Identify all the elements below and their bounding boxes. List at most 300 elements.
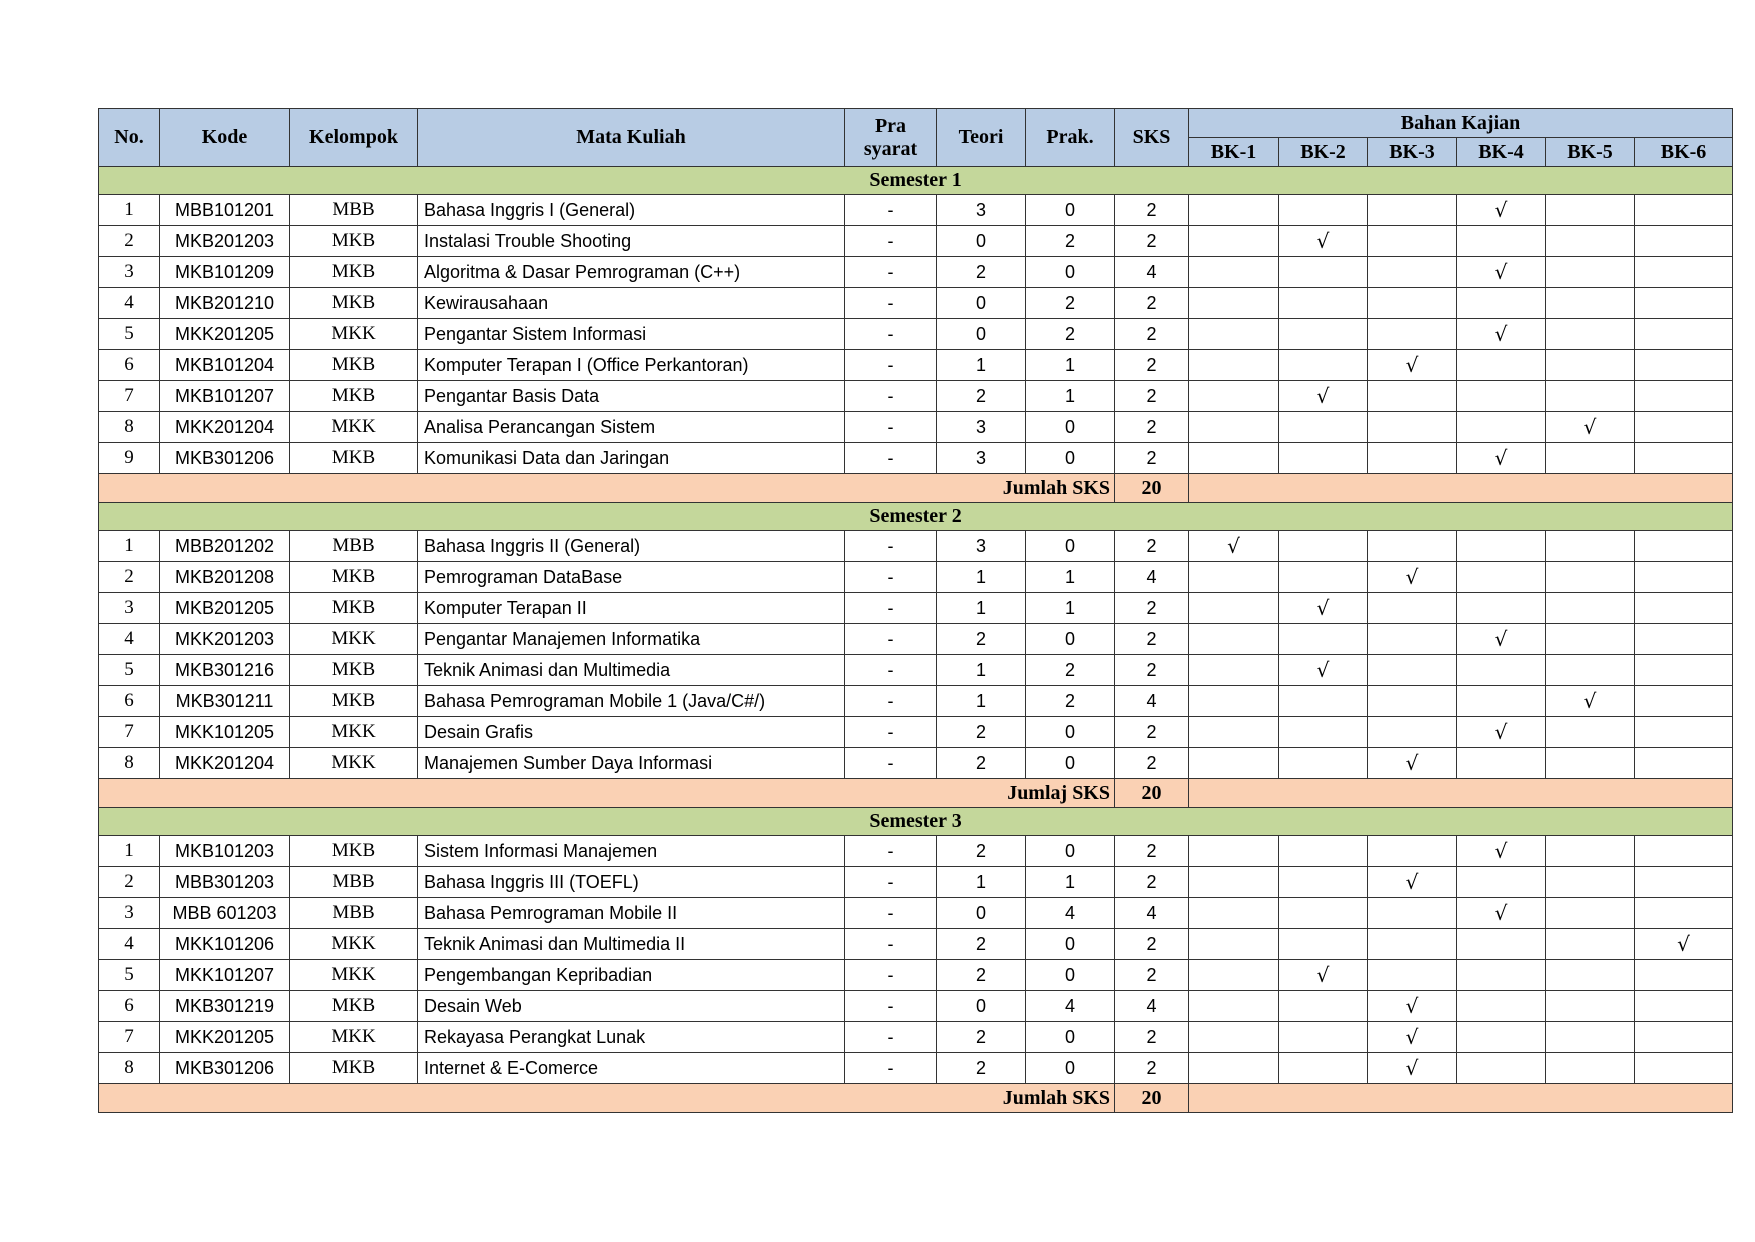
cell-mata-kuliah: Bahasa Pemrograman Mobile II bbox=[418, 898, 845, 929]
cell-sks: 2 bbox=[1115, 867, 1189, 898]
cell-bk-4 bbox=[1457, 1053, 1546, 1084]
cell-no: 4 bbox=[99, 624, 160, 655]
check-mark-icon: √ bbox=[1405, 565, 1419, 589]
table-row bbox=[99, 531, 1733, 562]
cell-bk-2 bbox=[1279, 381, 1368, 412]
cell-bk-6 bbox=[1635, 257, 1733, 288]
check-mark-icon: √ bbox=[1405, 1025, 1419, 1049]
cell-mata-kuliah: Komunikasi Data dan Jaringan bbox=[418, 443, 845, 474]
check-mark-icon: √ bbox=[1583, 415, 1597, 439]
cell-no: 6 bbox=[99, 350, 160, 381]
cell-kode: MKB301211 bbox=[160, 686, 290, 717]
cell-kelompok: MKB bbox=[290, 1053, 418, 1084]
cell-bk-5 bbox=[1546, 1053, 1635, 1084]
cell-bk-6 bbox=[1635, 195, 1733, 226]
cell-bk-3 bbox=[1368, 1022, 1457, 1053]
cell-bk-1 bbox=[1189, 562, 1279, 593]
cell-prak: 4 bbox=[1026, 898, 1115, 929]
cell-teori: 0 bbox=[937, 319, 1026, 350]
table-row bbox=[99, 655, 1733, 686]
cell-teori: 1 bbox=[937, 686, 1026, 717]
curriculum-table bbox=[98, 108, 1733, 1113]
cell-bk-5 bbox=[1546, 288, 1635, 319]
cell-prak: 0 bbox=[1026, 960, 1115, 991]
cell-teori: 1 bbox=[937, 867, 1026, 898]
cell-kode: MKB301219 bbox=[160, 991, 290, 1022]
col-header-sks: SKS bbox=[1115, 109, 1189, 167]
cell-bk-6 bbox=[1635, 867, 1733, 898]
cell-no: 4 bbox=[99, 929, 160, 960]
cell-no: 7 bbox=[99, 717, 160, 748]
cell-teori: 2 bbox=[937, 748, 1026, 779]
cell-bk-4 bbox=[1457, 929, 1546, 960]
cell-kelompok: MBB bbox=[290, 867, 418, 898]
cell-bk-5 bbox=[1546, 717, 1635, 748]
cell-teori: 3 bbox=[937, 412, 1026, 443]
cell-bk-5 bbox=[1546, 562, 1635, 593]
cell-kode: MBB 601203 bbox=[160, 898, 290, 929]
cell-teori: 2 bbox=[937, 257, 1026, 288]
cell-sks: 2 bbox=[1115, 443, 1189, 474]
cell-bk-6 bbox=[1635, 960, 1733, 991]
cell-no: 2 bbox=[99, 562, 160, 593]
cell-kelompok: MKB bbox=[290, 257, 418, 288]
cell-prak: 2 bbox=[1026, 288, 1115, 319]
check-mark-icon: √ bbox=[1494, 260, 1508, 284]
cell-bk-5 bbox=[1546, 226, 1635, 257]
table-row bbox=[99, 898, 1733, 929]
cell-no: 3 bbox=[99, 898, 160, 929]
cell-bk-4 bbox=[1457, 655, 1546, 686]
table-row bbox=[99, 381, 1733, 412]
table-row bbox=[99, 1053, 1733, 1084]
cell-prak: 1 bbox=[1026, 381, 1115, 412]
cell-sks: 2 bbox=[1115, 1022, 1189, 1053]
cell-sks: 2 bbox=[1115, 412, 1189, 443]
col-header-bk-1: BK-1 bbox=[1189, 138, 1279, 167]
cell-kelompok: MKB bbox=[290, 226, 418, 257]
cell-bk-4 bbox=[1457, 443, 1546, 474]
cell-kelompok: MKK bbox=[290, 624, 418, 655]
semester-total-row bbox=[99, 1084, 1733, 1113]
cell-kelompok: MBB bbox=[290, 195, 418, 226]
cell-no: 3 bbox=[99, 257, 160, 288]
total-label: Jumlah SKS bbox=[99, 474, 1115, 503]
cell-prasyarat: - bbox=[845, 443, 937, 474]
cell-kelompok: MKK bbox=[290, 717, 418, 748]
cell-prasyarat: - bbox=[845, 381, 937, 412]
semester-title: Semester 1 bbox=[99, 167, 1733, 195]
cell-kelompok: MKB bbox=[290, 288, 418, 319]
cell-bk-2 bbox=[1279, 288, 1368, 319]
cell-bk-2 bbox=[1279, 898, 1368, 929]
check-mark-icon: √ bbox=[1316, 596, 1330, 620]
cell-sks: 2 bbox=[1115, 319, 1189, 350]
cell-prasyarat: - bbox=[845, 748, 937, 779]
cell-bk-3 bbox=[1368, 867, 1457, 898]
semester-header-row bbox=[99, 167, 1733, 195]
cell-mata-kuliah: Desain Grafis bbox=[418, 717, 845, 748]
cell-bk-4 bbox=[1457, 867, 1546, 898]
cell-bk-6 bbox=[1635, 319, 1733, 350]
table-row bbox=[99, 867, 1733, 898]
cell-mata-kuliah: Bahasa Inggris II (General) bbox=[418, 531, 845, 562]
cell-mata-kuliah: Kewirausahaan bbox=[418, 288, 845, 319]
total-empty bbox=[1189, 474, 1733, 503]
cell-bk-2 bbox=[1279, 655, 1368, 686]
check-mark-icon: √ bbox=[1494, 720, 1508, 744]
cell-teori: 3 bbox=[937, 195, 1026, 226]
cell-mata-kuliah: Bahasa Inggris I (General) bbox=[418, 195, 845, 226]
cell-sks: 2 bbox=[1115, 226, 1189, 257]
cell-bk-1 bbox=[1189, 898, 1279, 929]
cell-teori: 0 bbox=[937, 991, 1026, 1022]
cell-no: 1 bbox=[99, 195, 160, 226]
cell-prasyarat: - bbox=[845, 655, 937, 686]
cell-no: 1 bbox=[99, 836, 160, 867]
check-mark-icon: √ bbox=[1316, 963, 1330, 987]
cell-kelompok: MKK bbox=[290, 960, 418, 991]
cell-no: 6 bbox=[99, 991, 160, 1022]
cell-sks: 2 bbox=[1115, 288, 1189, 319]
total-label: Jumlah SKS bbox=[99, 1084, 1115, 1113]
cell-bk-3 bbox=[1368, 195, 1457, 226]
semester-header-row bbox=[99, 503, 1733, 531]
cell-teori: 1 bbox=[937, 655, 1026, 686]
cell-bk-6 bbox=[1635, 836, 1733, 867]
cell-bk-5 bbox=[1546, 836, 1635, 867]
cell-teori: 2 bbox=[937, 1053, 1026, 1084]
cell-kode: MKB101203 bbox=[160, 836, 290, 867]
cell-bk-2 bbox=[1279, 1022, 1368, 1053]
cell-prak: 1 bbox=[1026, 593, 1115, 624]
cell-bk-5 bbox=[1546, 531, 1635, 562]
cell-bk-3 bbox=[1368, 593, 1457, 624]
total-sks: 20 bbox=[1115, 474, 1189, 503]
cell-prak: 1 bbox=[1026, 562, 1115, 593]
cell-bk-5 bbox=[1546, 929, 1635, 960]
cell-bk-6 bbox=[1635, 717, 1733, 748]
table-header bbox=[99, 109, 1733, 167]
cell-kode: MKB201205 bbox=[160, 593, 290, 624]
semester-header-row bbox=[99, 808, 1733, 836]
cell-bk-1 bbox=[1189, 443, 1279, 474]
cell-sks: 4 bbox=[1115, 991, 1189, 1022]
cell-bk-3 bbox=[1368, 562, 1457, 593]
cell-bk-5 bbox=[1546, 991, 1635, 1022]
cell-bk-1 bbox=[1189, 960, 1279, 991]
cell-bk-1 bbox=[1189, 288, 1279, 319]
cell-bk-5 bbox=[1546, 412, 1635, 443]
cell-kode: MKK201204 bbox=[160, 412, 290, 443]
cell-kelompok: MKB bbox=[290, 350, 418, 381]
cell-bk-5 bbox=[1546, 443, 1635, 474]
col-header-kode: Kode bbox=[160, 109, 290, 167]
table-row bbox=[99, 257, 1733, 288]
cell-teori: 2 bbox=[937, 929, 1026, 960]
cell-bk-2 bbox=[1279, 991, 1368, 1022]
cell-mata-kuliah: Instalasi Trouble Shooting bbox=[418, 226, 845, 257]
cell-mata-kuliah: Pengantar Sistem Informasi bbox=[418, 319, 845, 350]
check-mark-icon: √ bbox=[1405, 1056, 1419, 1080]
cell-bk-4 bbox=[1457, 288, 1546, 319]
cell-kode: MKB201203 bbox=[160, 226, 290, 257]
cell-prak: 0 bbox=[1026, 412, 1115, 443]
cell-teori: 1 bbox=[937, 562, 1026, 593]
cell-no: 7 bbox=[99, 381, 160, 412]
cell-prasyarat: - bbox=[845, 226, 937, 257]
cell-no: 5 bbox=[99, 319, 160, 350]
cell-bk-3 bbox=[1368, 288, 1457, 319]
col-header-no: No. bbox=[99, 109, 160, 167]
cell-bk-3 bbox=[1368, 655, 1457, 686]
col-header-prasyarat bbox=[845, 109, 937, 167]
cell-sks: 2 bbox=[1115, 531, 1189, 562]
cell-bk-1 bbox=[1189, 1053, 1279, 1084]
cell-prasyarat: - bbox=[845, 288, 937, 319]
curriculum-document bbox=[98, 108, 1732, 1113]
cell-bk-6 bbox=[1635, 686, 1733, 717]
cell-kelompok: MKB bbox=[290, 655, 418, 686]
col-header-bk-5: BK-5 bbox=[1546, 138, 1635, 167]
cell-teori: 3 bbox=[937, 531, 1026, 562]
cell-bk-3 bbox=[1368, 226, 1457, 257]
cell-mata-kuliah: Desain Web bbox=[418, 991, 845, 1022]
table-row bbox=[99, 593, 1733, 624]
cell-prasyarat: - bbox=[845, 929, 937, 960]
cell-bk-1 bbox=[1189, 226, 1279, 257]
cell-kelompok: MKK bbox=[290, 319, 418, 350]
cell-mata-kuliah: Teknik Animasi dan Multimedia II bbox=[418, 929, 845, 960]
cell-bk-1 bbox=[1189, 257, 1279, 288]
cell-bk-2 bbox=[1279, 412, 1368, 443]
cell-bk-2 bbox=[1279, 319, 1368, 350]
col-header-prak: Prak. bbox=[1026, 109, 1115, 167]
cell-kode: MKK101205 bbox=[160, 717, 290, 748]
cell-no: 8 bbox=[99, 412, 160, 443]
cell-bk-6 bbox=[1635, 226, 1733, 257]
total-empty bbox=[1189, 1084, 1733, 1113]
cell-no: 5 bbox=[99, 960, 160, 991]
cell-sks: 2 bbox=[1115, 717, 1189, 748]
cell-prasyarat: - bbox=[845, 624, 937, 655]
cell-bk-2 bbox=[1279, 686, 1368, 717]
prasyarat-line-2: syarat bbox=[863, 137, 918, 160]
table-row bbox=[99, 562, 1733, 593]
prasyarat-line-1: Pra bbox=[874, 114, 907, 137]
cell-bk-1 bbox=[1189, 381, 1279, 412]
cell-bk-5 bbox=[1546, 319, 1635, 350]
cell-sks: 2 bbox=[1115, 929, 1189, 960]
cell-kode: MKB201208 bbox=[160, 562, 290, 593]
check-mark-icon: √ bbox=[1316, 384, 1330, 408]
cell-bk-4 bbox=[1457, 836, 1546, 867]
col-header-mata-kuliah: Mata Kuliah bbox=[418, 109, 845, 167]
cell-no: 3 bbox=[99, 593, 160, 624]
col-header-bk-4: BK-4 bbox=[1457, 138, 1546, 167]
cell-sks: 4 bbox=[1115, 686, 1189, 717]
table-row bbox=[99, 991, 1733, 1022]
cell-prak: 0 bbox=[1026, 929, 1115, 960]
semester-title: Semester 3 bbox=[99, 808, 1733, 836]
cell-bk-6 bbox=[1635, 288, 1733, 319]
check-mark-icon: √ bbox=[1494, 839, 1508, 863]
cell-teori: 1 bbox=[937, 350, 1026, 381]
check-mark-icon: √ bbox=[1405, 994, 1419, 1018]
cell-no: 4 bbox=[99, 288, 160, 319]
cell-prak: 0 bbox=[1026, 531, 1115, 562]
cell-bk-4 bbox=[1457, 319, 1546, 350]
cell-kelompok: MKK bbox=[290, 929, 418, 960]
cell-bk-6 bbox=[1635, 624, 1733, 655]
cell-bk-6 bbox=[1635, 593, 1733, 624]
cell-no: 6 bbox=[99, 686, 160, 717]
semester-total-row bbox=[99, 474, 1733, 503]
cell-mata-kuliah: Komputer Terapan II bbox=[418, 593, 845, 624]
check-mark-icon: √ bbox=[1405, 353, 1419, 377]
cell-teori: 3 bbox=[937, 443, 1026, 474]
table-row bbox=[99, 288, 1733, 319]
cell-bk-3 bbox=[1368, 686, 1457, 717]
cell-teori: 2 bbox=[937, 960, 1026, 991]
cell-bk-5 bbox=[1546, 686, 1635, 717]
check-mark-icon: √ bbox=[1405, 751, 1419, 775]
cell-prak: 2 bbox=[1026, 686, 1115, 717]
cell-bk-5 bbox=[1546, 748, 1635, 779]
cell-bk-3 bbox=[1368, 898, 1457, 929]
cell-bk-3 bbox=[1368, 960, 1457, 991]
cell-bk-3 bbox=[1368, 531, 1457, 562]
cell-bk-6 bbox=[1635, 898, 1733, 929]
cell-bk-5 bbox=[1546, 898, 1635, 929]
cell-prak: 0 bbox=[1026, 443, 1115, 474]
cell-bk-5 bbox=[1546, 593, 1635, 624]
check-mark-icon: √ bbox=[1494, 198, 1508, 222]
table-row bbox=[99, 350, 1733, 381]
cell-bk-3 bbox=[1368, 624, 1457, 655]
cell-bk-3 bbox=[1368, 748, 1457, 779]
cell-bk-5 bbox=[1546, 1022, 1635, 1053]
cell-bk-3 bbox=[1368, 350, 1457, 381]
cell-bk-5 bbox=[1546, 195, 1635, 226]
cell-prasyarat: - bbox=[845, 1022, 937, 1053]
check-mark-icon: √ bbox=[1316, 229, 1330, 253]
cell-sks: 2 bbox=[1115, 350, 1189, 381]
cell-bk-2 bbox=[1279, 593, 1368, 624]
table-row bbox=[99, 929, 1733, 960]
cell-teori: 2 bbox=[937, 836, 1026, 867]
cell-sks: 2 bbox=[1115, 195, 1189, 226]
cell-no: 8 bbox=[99, 1053, 160, 1084]
cell-mata-kuliah: Algoritma & Dasar Pemrograman (C++) bbox=[418, 257, 845, 288]
cell-prasyarat: - bbox=[845, 686, 937, 717]
check-mark-icon: √ bbox=[1316, 658, 1330, 682]
cell-bk-5 bbox=[1546, 257, 1635, 288]
col-header-teori: Teori bbox=[937, 109, 1026, 167]
cell-bk-2 bbox=[1279, 531, 1368, 562]
cell-sks: 4 bbox=[1115, 898, 1189, 929]
cell-bk-6 bbox=[1635, 991, 1733, 1022]
cell-kode: MKK101207 bbox=[160, 960, 290, 991]
cell-kode: MKK201205 bbox=[160, 1022, 290, 1053]
cell-sks: 2 bbox=[1115, 624, 1189, 655]
cell-bk-2 bbox=[1279, 960, 1368, 991]
cell-bk-6 bbox=[1635, 562, 1733, 593]
col-header-bahan-kajian: Bahan Kajian bbox=[1189, 109, 1733, 138]
cell-bk-3 bbox=[1368, 319, 1457, 350]
cell-sks: 2 bbox=[1115, 655, 1189, 686]
cell-bk-2 bbox=[1279, 748, 1368, 779]
cell-prasyarat: - bbox=[845, 412, 937, 443]
col-header-bk-2: BK-2 bbox=[1279, 138, 1368, 167]
check-mark-icon: √ bbox=[1583, 689, 1597, 713]
cell-bk-2 bbox=[1279, 226, 1368, 257]
cell-bk-1 bbox=[1189, 748, 1279, 779]
cell-no: 9 bbox=[99, 443, 160, 474]
cell-kelompok: MBB bbox=[290, 531, 418, 562]
cell-bk-1 bbox=[1189, 867, 1279, 898]
cell-kelompok: MKB bbox=[290, 686, 418, 717]
cell-sks: 2 bbox=[1115, 836, 1189, 867]
cell-prasyarat: - bbox=[845, 960, 937, 991]
cell-bk-3 bbox=[1368, 717, 1457, 748]
cell-bk-1 bbox=[1189, 655, 1279, 686]
cell-prak: 2 bbox=[1026, 226, 1115, 257]
cell-bk-6 bbox=[1635, 443, 1733, 474]
cell-bk-3 bbox=[1368, 929, 1457, 960]
cell-prasyarat: - bbox=[845, 319, 937, 350]
cell-prak: 1 bbox=[1026, 350, 1115, 381]
cell-bk-1 bbox=[1189, 350, 1279, 381]
cell-mata-kuliah: Teknik Animasi dan Multimedia bbox=[418, 655, 845, 686]
cell-bk-1 bbox=[1189, 836, 1279, 867]
cell-bk-5 bbox=[1546, 381, 1635, 412]
cell-bk-3 bbox=[1368, 412, 1457, 443]
cell-bk-2 bbox=[1279, 717, 1368, 748]
cell-mata-kuliah: Pengantar Manajemen Informatika bbox=[418, 624, 845, 655]
cell-prasyarat: - bbox=[845, 562, 937, 593]
cell-bk-2 bbox=[1279, 350, 1368, 381]
cell-bk-2 bbox=[1279, 443, 1368, 474]
cell-bk-2 bbox=[1279, 195, 1368, 226]
check-mark-icon: √ bbox=[1677, 932, 1690, 956]
cell-bk-6 bbox=[1635, 531, 1733, 562]
table-row bbox=[99, 226, 1733, 257]
cell-bk-5 bbox=[1546, 624, 1635, 655]
cell-prak: 0 bbox=[1026, 624, 1115, 655]
cell-mata-kuliah: Bahasa Inggris III (TOEFL) bbox=[418, 867, 845, 898]
cell-kode: MKB201210 bbox=[160, 288, 290, 319]
cell-bk-4 bbox=[1457, 531, 1546, 562]
cell-bk-6 bbox=[1635, 350, 1733, 381]
cell-kelompok: MKB bbox=[290, 991, 418, 1022]
cell-mata-kuliah: Pengantar Basis Data bbox=[418, 381, 845, 412]
cell-prak: 2 bbox=[1026, 319, 1115, 350]
table-row bbox=[99, 748, 1733, 779]
cell-prak: 0 bbox=[1026, 717, 1115, 748]
cell-bk-2 bbox=[1279, 562, 1368, 593]
cell-prasyarat: - bbox=[845, 257, 937, 288]
semester-total-row bbox=[99, 779, 1733, 808]
cell-bk-2 bbox=[1279, 836, 1368, 867]
cell-teori: 2 bbox=[937, 1022, 1026, 1053]
cell-no: 1 bbox=[99, 531, 160, 562]
cell-kode: MKK101206 bbox=[160, 929, 290, 960]
cell-kode: MKB101207 bbox=[160, 381, 290, 412]
cell-prasyarat: - bbox=[845, 350, 937, 381]
cell-kode: MKB301216 bbox=[160, 655, 290, 686]
cell-bk-1 bbox=[1189, 1022, 1279, 1053]
